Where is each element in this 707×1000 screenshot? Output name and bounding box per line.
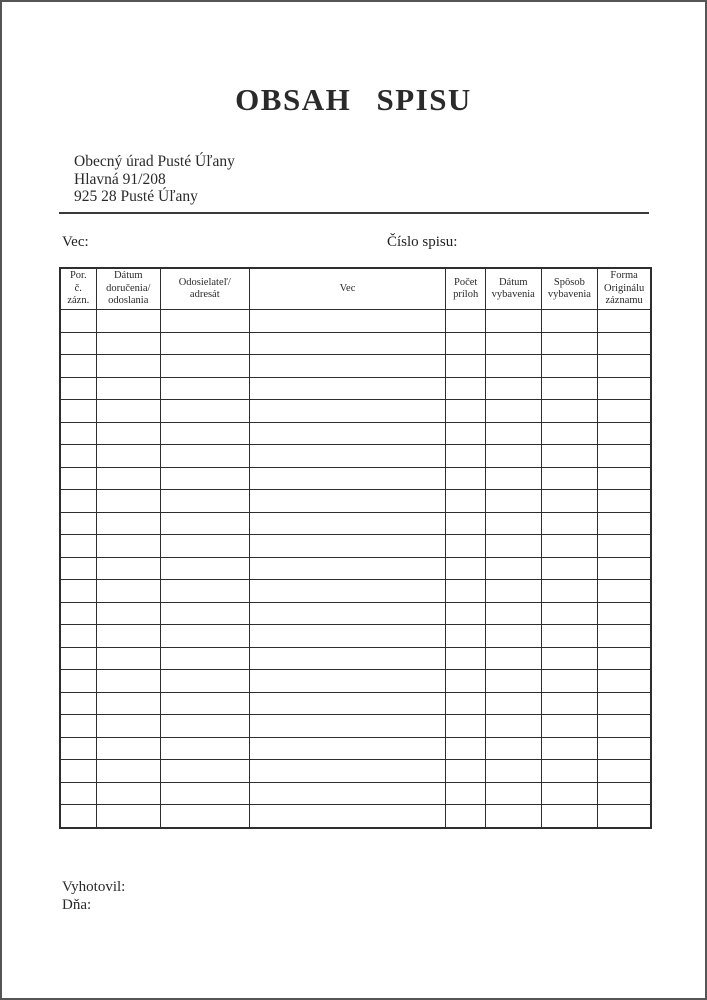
table-cell-datum-vybavenia bbox=[485, 602, 541, 625]
column-header-odosielatel-adresat: Odosielateľ/ adresát bbox=[160, 268, 249, 310]
table-cell-por-c-zazn bbox=[60, 332, 96, 355]
table-cell-forma-originalu bbox=[598, 557, 651, 580]
table-cell-datum-vybavenia bbox=[485, 512, 541, 535]
table-row bbox=[60, 445, 651, 468]
table-cell-odosielatel-adresat bbox=[160, 580, 249, 603]
table-cell-odosielatel-adresat bbox=[160, 422, 249, 445]
table-cell-datum-dorucenia bbox=[96, 490, 160, 513]
table-cell-vec bbox=[249, 625, 446, 648]
table-row bbox=[60, 782, 651, 805]
table-cell-forma-originalu bbox=[598, 377, 651, 400]
page-title: OBSAH SPISU bbox=[235, 82, 472, 117]
table-cell-sposob-vybavenia bbox=[541, 535, 598, 558]
table-cell-datum-vybavenia bbox=[485, 355, 541, 378]
table-cell-por-c-zazn bbox=[60, 512, 96, 535]
table-cell-datum-dorucenia bbox=[96, 760, 160, 783]
table-cell-pocet-priloh bbox=[446, 512, 486, 535]
table-cell-vec bbox=[249, 647, 446, 670]
table-cell-datum-vybavenia bbox=[485, 377, 541, 400]
table-cell-datum-dorucenia bbox=[96, 377, 160, 400]
table-row bbox=[60, 760, 651, 783]
table-cell-sposob-vybavenia bbox=[541, 445, 598, 468]
table-cell-pocet-priloh bbox=[446, 445, 486, 468]
table-cell-sposob-vybavenia bbox=[541, 670, 598, 693]
table-cell-odosielatel-adresat bbox=[160, 805, 249, 828]
table-cell-forma-originalu bbox=[598, 670, 651, 693]
table-cell-vec bbox=[249, 782, 446, 805]
table-cell-odosielatel-adresat bbox=[160, 512, 249, 535]
table-cell-forma-originalu bbox=[598, 535, 651, 558]
column-header-por-c-zazn: Por. č. zázn. bbox=[60, 268, 96, 310]
records-table-container bbox=[59, 267, 652, 829]
table-row bbox=[60, 647, 651, 670]
table-cell-por-c-zazn bbox=[60, 805, 96, 828]
column-header-datum-vybavenia: Dátum vybavenia bbox=[485, 268, 541, 310]
column-header-vec: Vec bbox=[249, 268, 446, 310]
table-cell-pocet-priloh bbox=[446, 400, 486, 423]
table-row bbox=[60, 602, 651, 625]
table-cell-datum-dorucenia bbox=[96, 310, 160, 333]
table-cell-por-c-zazn bbox=[60, 467, 96, 490]
table-cell-datum-vybavenia bbox=[485, 737, 541, 760]
table-cell-sposob-vybavenia bbox=[541, 422, 598, 445]
table-cell-sposob-vybavenia bbox=[541, 737, 598, 760]
table-cell-por-c-zazn bbox=[60, 647, 96, 670]
table-cell-odosielatel-adresat bbox=[160, 760, 249, 783]
table-cell-datum-dorucenia bbox=[96, 422, 160, 445]
table-cell-sposob-vybavenia bbox=[541, 377, 598, 400]
table-cell-vec bbox=[249, 422, 446, 445]
table-cell-datum-vybavenia bbox=[485, 625, 541, 648]
column-header-sposob-vybavenia: Spôsob vybavenia bbox=[541, 268, 598, 310]
table-cell-pocet-priloh bbox=[446, 580, 486, 603]
table-cell-por-c-zazn bbox=[60, 670, 96, 693]
table-cell-sposob-vybavenia bbox=[541, 557, 598, 580]
table-cell-vec bbox=[249, 332, 446, 355]
table-cell-vec bbox=[249, 805, 446, 828]
table-row bbox=[60, 355, 651, 378]
table-cell-datum-dorucenia bbox=[96, 782, 160, 805]
table-cell-sposob-vybavenia bbox=[541, 310, 598, 333]
table-cell-datum-dorucenia bbox=[96, 805, 160, 828]
table-cell-forma-originalu bbox=[598, 782, 651, 805]
table-cell-datum-vybavenia bbox=[485, 332, 541, 355]
table-cell-por-c-zazn bbox=[60, 400, 96, 423]
horizontal-divider bbox=[59, 212, 649, 214]
table-cell-datum-dorucenia bbox=[96, 625, 160, 648]
table-cell-pocet-priloh bbox=[446, 355, 486, 378]
table-cell-vec bbox=[249, 692, 446, 715]
table-cell-por-c-zazn bbox=[60, 625, 96, 648]
table-cell-vec bbox=[249, 535, 446, 558]
table-cell-forma-originalu bbox=[598, 625, 651, 648]
sender-address-block bbox=[74, 153, 235, 206]
table-cell-sposob-vybavenia bbox=[541, 715, 598, 738]
table-cell-pocet-priloh bbox=[446, 805, 486, 828]
table-row bbox=[60, 805, 651, 828]
table-row bbox=[60, 737, 651, 760]
table-cell-odosielatel-adresat bbox=[160, 467, 249, 490]
table-cell-por-c-zazn bbox=[60, 445, 96, 468]
table-row bbox=[60, 557, 651, 580]
table-cell-datum-dorucenia bbox=[96, 535, 160, 558]
table-cell-datum-dorucenia bbox=[96, 445, 160, 468]
table-cell-vec bbox=[249, 512, 446, 535]
table-cell-pocet-priloh bbox=[446, 332, 486, 355]
table-cell-datum-dorucenia bbox=[96, 602, 160, 625]
table-cell-vec bbox=[249, 490, 446, 513]
table-cell-forma-originalu bbox=[598, 467, 651, 490]
table-cell-vec bbox=[249, 670, 446, 693]
table-cell-forma-originalu bbox=[598, 692, 651, 715]
column-header-datum-dorucenia: Dátum doručenia/ odoslania bbox=[96, 268, 160, 310]
table-row bbox=[60, 580, 651, 603]
table-cell-pocet-priloh bbox=[446, 535, 486, 558]
table-cell-odosielatel-adresat bbox=[160, 445, 249, 468]
table-cell-datum-dorucenia bbox=[96, 715, 160, 738]
table-cell-forma-originalu bbox=[598, 760, 651, 783]
table-cell-sposob-vybavenia bbox=[541, 332, 598, 355]
table-row bbox=[60, 332, 651, 355]
table-cell-vec bbox=[249, 377, 446, 400]
records-table bbox=[59, 267, 652, 829]
footer-block bbox=[62, 879, 125, 914]
file-number-label: Číslo spisu: bbox=[387, 234, 458, 250]
table-cell-sposob-vybavenia bbox=[541, 490, 598, 513]
table-cell-odosielatel-adresat bbox=[160, 535, 249, 558]
table-cell-datum-vybavenia bbox=[485, 310, 541, 333]
table-cell-pocet-priloh bbox=[446, 377, 486, 400]
table-cell-datum-dorucenia bbox=[96, 737, 160, 760]
table-cell-vec bbox=[249, 602, 446, 625]
table-cell-odosielatel-adresat bbox=[160, 647, 249, 670]
table-cell-datum-dorucenia bbox=[96, 647, 160, 670]
table-cell-por-c-zazn bbox=[60, 557, 96, 580]
table-cell-sposob-vybavenia bbox=[541, 580, 598, 603]
table-header bbox=[60, 268, 651, 310]
table-cell-sposob-vybavenia bbox=[541, 692, 598, 715]
table-cell-vec bbox=[249, 445, 446, 468]
table-cell-forma-originalu bbox=[598, 332, 651, 355]
table-cell-datum-vybavenia bbox=[485, 490, 541, 513]
address-line-street: Hlavná 91/208 bbox=[74, 170, 166, 188]
table-cell-por-c-zazn bbox=[60, 490, 96, 513]
date-label: Dňa: bbox=[62, 896, 92, 913]
table-cell-forma-originalu bbox=[598, 715, 651, 738]
table-cell-pocet-priloh bbox=[446, 602, 486, 625]
address-line-organization: Obecný úrad Pusté Úľany bbox=[74, 153, 235, 170]
address-line-city: 925 28 Pusté Úľany bbox=[74, 188, 198, 205]
table-cell-forma-originalu bbox=[598, 355, 651, 378]
table-cell-sposob-vybavenia bbox=[541, 625, 598, 648]
table-row bbox=[60, 535, 651, 558]
table-body bbox=[60, 310, 651, 828]
table-cell-por-c-zazn bbox=[60, 602, 96, 625]
table-cell-forma-originalu bbox=[598, 490, 651, 513]
table-cell-forma-originalu bbox=[598, 445, 651, 468]
table-row bbox=[60, 377, 651, 400]
table-row bbox=[60, 512, 651, 535]
column-header-pocet-priloh: Počet príloh bbox=[446, 268, 486, 310]
column-header-forma-originalu: Forma Originálu záznamu bbox=[598, 268, 651, 310]
table-cell-odosielatel-adresat bbox=[160, 782, 249, 805]
table-cell-por-c-zazn bbox=[60, 737, 96, 760]
table-cell-vec bbox=[249, 715, 446, 738]
table-cell-por-c-zazn bbox=[60, 782, 96, 805]
table-row bbox=[60, 467, 651, 490]
table-cell-odosielatel-adresat bbox=[160, 692, 249, 715]
table-cell-pocet-priloh bbox=[446, 625, 486, 648]
table-cell-sposob-vybavenia bbox=[541, 355, 598, 378]
table-cell-vec bbox=[249, 557, 446, 580]
table-cell-datum-vybavenia bbox=[485, 647, 541, 670]
table-cell-datum-vybavenia bbox=[485, 445, 541, 468]
meta-row bbox=[2, 234, 705, 254]
table-cell-pocet-priloh bbox=[446, 647, 486, 670]
table-cell-datum-dorucenia bbox=[96, 670, 160, 693]
table-cell-pocet-priloh bbox=[446, 715, 486, 738]
table-cell-datum-vybavenia bbox=[485, 557, 541, 580]
table-cell-pocet-priloh bbox=[446, 692, 486, 715]
table-cell-odosielatel-adresat bbox=[160, 400, 249, 423]
table-cell-pocet-priloh bbox=[446, 557, 486, 580]
table-cell-datum-vybavenia bbox=[485, 467, 541, 490]
table-cell-vec bbox=[249, 580, 446, 603]
table-cell-vec bbox=[249, 310, 446, 333]
table-cell-datum-vybavenia bbox=[485, 422, 541, 445]
table-cell-por-c-zazn bbox=[60, 422, 96, 445]
table-cell-datum-vybavenia bbox=[485, 400, 541, 423]
table-cell-forma-originalu bbox=[598, 737, 651, 760]
table-cell-pocet-priloh bbox=[446, 422, 486, 445]
table-cell-forma-originalu bbox=[598, 422, 651, 445]
table-cell-datum-dorucenia bbox=[96, 400, 160, 423]
table-cell-sposob-vybavenia bbox=[541, 512, 598, 535]
table-cell-pocet-priloh bbox=[446, 670, 486, 693]
table-cell-sposob-vybavenia bbox=[541, 647, 598, 670]
table-row bbox=[60, 625, 651, 648]
table-cell-vec bbox=[249, 355, 446, 378]
subject-label: Vec: bbox=[62, 234, 89, 250]
table-cell-datum-vybavenia bbox=[485, 760, 541, 783]
table-cell-datum-dorucenia bbox=[96, 332, 160, 355]
table-row bbox=[60, 490, 651, 513]
table-cell-sposob-vybavenia bbox=[541, 805, 598, 828]
table-cell-sposob-vybavenia bbox=[541, 602, 598, 625]
table-cell-odosielatel-adresat bbox=[160, 737, 249, 760]
table-cell-datum-vybavenia bbox=[485, 782, 541, 805]
table-cell-sposob-vybavenia bbox=[541, 760, 598, 783]
table-cell-odosielatel-adresat bbox=[160, 377, 249, 400]
table-cell-odosielatel-adresat bbox=[160, 310, 249, 333]
table-cell-datum-dorucenia bbox=[96, 512, 160, 535]
table-cell-forma-originalu bbox=[598, 602, 651, 625]
table-cell-datum-dorucenia bbox=[96, 692, 160, 715]
table-cell-pocet-priloh bbox=[446, 490, 486, 513]
table-cell-odosielatel-adresat bbox=[160, 625, 249, 648]
table-row bbox=[60, 422, 651, 445]
table-cell-por-c-zazn bbox=[60, 580, 96, 603]
table-row bbox=[60, 715, 651, 738]
table-cell-datum-vybavenia bbox=[485, 715, 541, 738]
table-cell-por-c-zazn bbox=[60, 760, 96, 783]
table-cell-datum-vybavenia bbox=[485, 580, 541, 603]
table-cell-por-c-zazn bbox=[60, 692, 96, 715]
table-row bbox=[60, 400, 651, 423]
table-cell-vec bbox=[249, 760, 446, 783]
table-cell-forma-originalu bbox=[598, 647, 651, 670]
table-cell-por-c-zazn bbox=[60, 355, 96, 378]
table-cell-datum-vybavenia bbox=[485, 805, 541, 828]
table-cell-sposob-vybavenia bbox=[541, 782, 598, 805]
table-cell-pocet-priloh bbox=[446, 782, 486, 805]
table-cell-forma-originalu bbox=[598, 580, 651, 603]
table-cell-datum-dorucenia bbox=[96, 580, 160, 603]
table-cell-odosielatel-adresat bbox=[160, 670, 249, 693]
table-cell-vec bbox=[249, 737, 446, 760]
table-cell-odosielatel-adresat bbox=[160, 490, 249, 513]
table-row bbox=[60, 310, 651, 333]
table-cell-odosielatel-adresat bbox=[160, 332, 249, 355]
table-cell-datum-vybavenia bbox=[485, 692, 541, 715]
table-cell-datum-dorucenia bbox=[96, 557, 160, 580]
table-cell-datum-vybavenia bbox=[485, 670, 541, 693]
table-cell-odosielatel-adresat bbox=[160, 715, 249, 738]
table-cell-vec bbox=[249, 400, 446, 423]
table-cell-forma-originalu bbox=[598, 400, 651, 423]
table-cell-forma-originalu bbox=[598, 310, 651, 333]
table-header-row bbox=[60, 268, 651, 310]
table-cell-datum-dorucenia bbox=[96, 355, 160, 378]
table-cell-forma-originalu bbox=[598, 805, 651, 828]
table-cell-por-c-zazn bbox=[60, 377, 96, 400]
table-cell-odosielatel-adresat bbox=[160, 557, 249, 580]
table-cell-por-c-zazn bbox=[60, 310, 96, 333]
table-cell-datum-dorucenia bbox=[96, 467, 160, 490]
table-cell-sposob-vybavenia bbox=[541, 400, 598, 423]
table-cell-datum-vybavenia bbox=[485, 535, 541, 558]
table-cell-por-c-zazn bbox=[60, 535, 96, 558]
table-cell-pocet-priloh bbox=[446, 760, 486, 783]
table-cell-sposob-vybavenia bbox=[541, 467, 598, 490]
table-cell-odosielatel-adresat bbox=[160, 355, 249, 378]
table-cell-forma-originalu bbox=[598, 512, 651, 535]
prepared-by-label: Vyhotovil: bbox=[62, 879, 126, 895]
table-cell-odosielatel-adresat bbox=[160, 602, 249, 625]
table-cell-pocet-priloh bbox=[446, 310, 486, 333]
table-cell-por-c-zazn bbox=[60, 715, 96, 738]
table-cell-pocet-priloh bbox=[446, 737, 486, 760]
table-row bbox=[60, 670, 651, 693]
table-row bbox=[60, 692, 651, 715]
table-cell-vec bbox=[249, 467, 446, 490]
table-cell-pocet-priloh bbox=[446, 467, 486, 490]
